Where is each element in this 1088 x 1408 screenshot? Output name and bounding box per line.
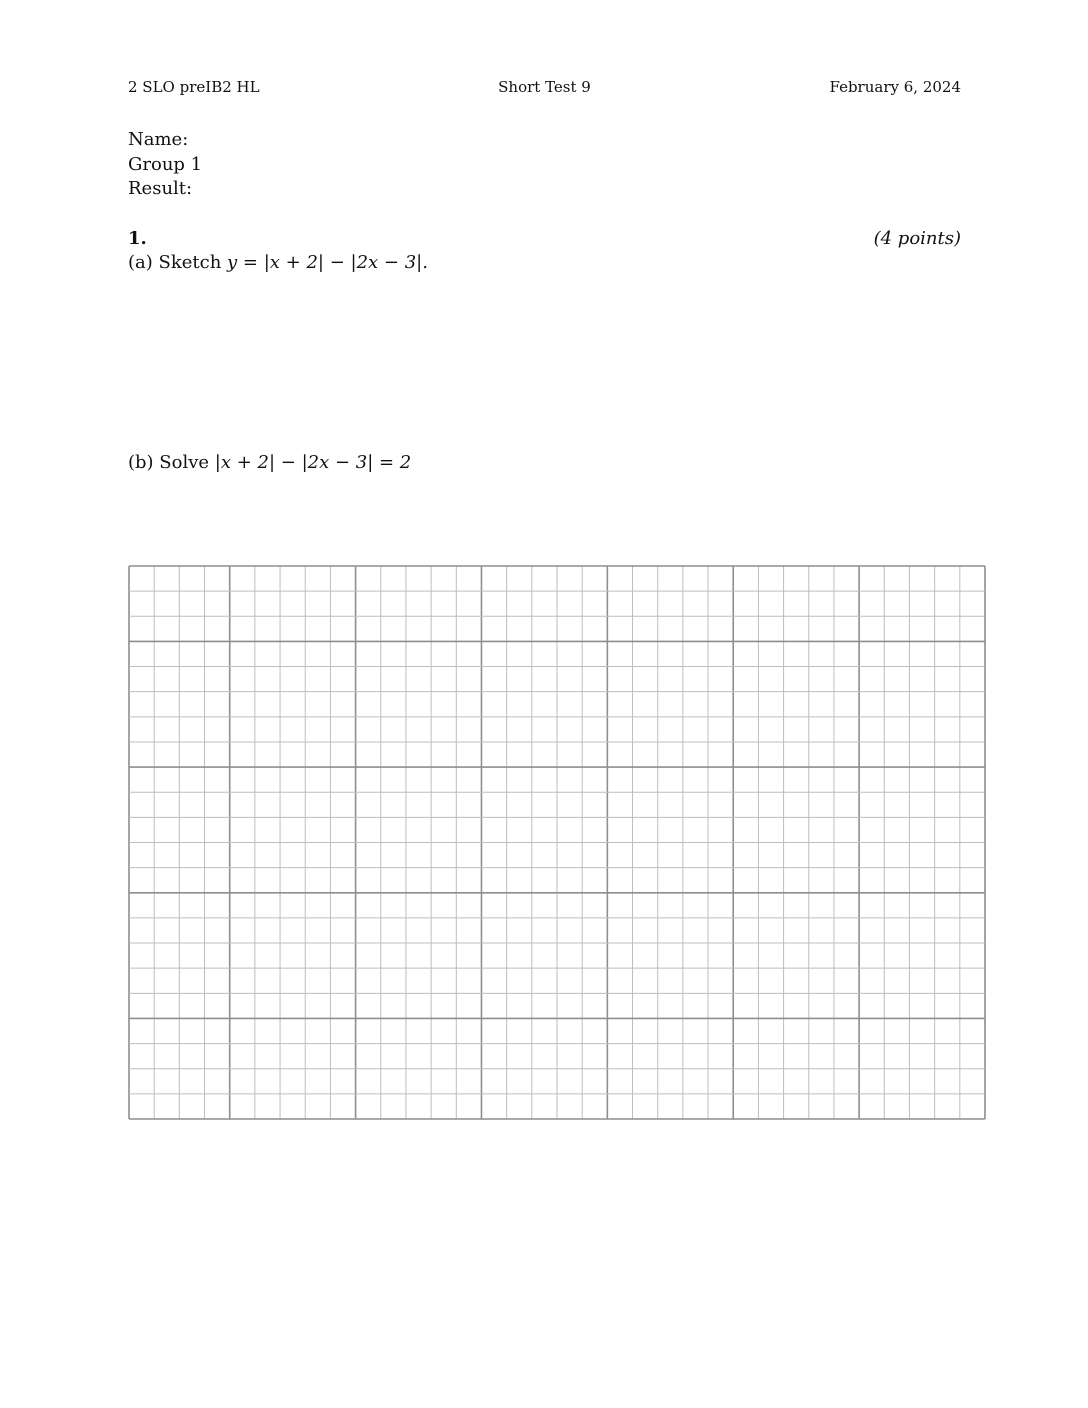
part-a [128,252,428,273]
name-line [128,128,202,153]
answer-grid[interactable] [128,565,986,1120]
test-title: Short Test 9 [498,78,591,96]
part-b-expression: |x + 2| − |2x − 3| = 2 [214,452,412,473]
result-label: Result: [128,178,193,199]
part-b [128,452,411,473]
group-label: Group 1 [128,153,203,175]
result-line [128,177,202,202]
test-date: February 6, 2024 [829,78,961,96]
name-label: Name: [128,129,189,150]
question-header [128,228,961,252]
course-label: 2 SLO preIB2 HL [128,78,260,96]
question-points: (4 points) [873,228,961,249]
question-number: 1. [128,228,147,249]
student-info [128,128,202,202]
part-b-label: (b) Solve [128,452,210,473]
page-header [128,78,961,100]
group-line [128,153,202,178]
part-a-expression: y = |x + 2| − |2x − 3|. [227,252,428,273]
part-a-label: (a) Sketch [128,252,222,273]
